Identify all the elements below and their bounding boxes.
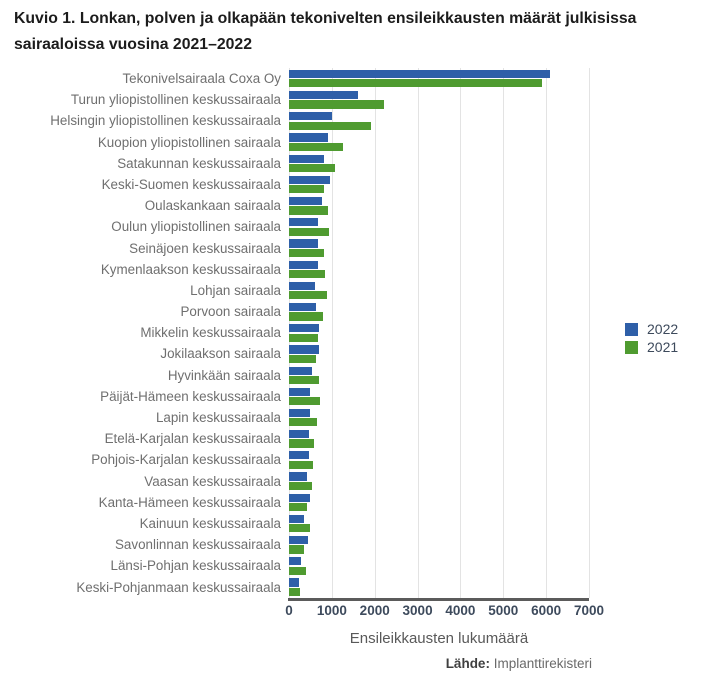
category-label: Hyvinkään sairaala [167, 367, 281, 383]
bar-2022 [289, 345, 319, 353]
bar-group [289, 280, 589, 301]
bar-row [0, 386, 719, 407]
bar-row [0, 238, 719, 259]
bar-2021 [289, 567, 306, 575]
x-tick-label: 6000 [531, 603, 562, 618]
category-label: Tekonivelsairaala Coxa Oy [122, 71, 281, 86]
category-label: Jokilaakson sairaala [160, 346, 281, 362]
category-label: Seinäjoen keskussairaala [129, 240, 281, 256]
bar-row [0, 513, 719, 534]
bar-2021 [289, 524, 310, 532]
bar-2021 [289, 185, 324, 193]
bar-row [0, 407, 719, 428]
x-axis-line [288, 598, 589, 601]
bar-2021 [289, 312, 323, 320]
legend-item-2021 [625, 338, 678, 356]
category-label: Mikkelin keskussairaala [140, 325, 281, 341]
bar-2021 [289, 545, 304, 553]
bar-row [0, 301, 719, 322]
category-label: Satakunnan keskussairaala [117, 155, 281, 171]
bar-group [289, 174, 589, 195]
chart-title: Kuvio 1. Lonkan, polven ja olkapään tekonivelten ensileikkausten määrät julkisissa sairaaloissa vuosina 2021–2022 [14, 10, 637, 53]
bar-group [289, 195, 589, 216]
bar-row [0, 428, 719, 449]
category-label: Keski-Pohjanmaan keskussairaala [76, 579, 281, 595]
legend-label-2022: 2022 [647, 321, 679, 337]
bar-2022 [289, 133, 328, 141]
bar-row [0, 577, 719, 598]
bar-2022 [289, 91, 358, 99]
bar-2021 [289, 461, 313, 469]
bar-2021 [289, 503, 307, 511]
bar-row [0, 195, 719, 216]
bar-row [0, 534, 719, 555]
category-label: Porvoon sairaala [180, 304, 281, 320]
bar-2022 [289, 112, 332, 120]
bar-row [0, 365, 719, 386]
legend-label-2021: 2021 [647, 339, 679, 355]
category-label: Oulaskankaan sairaala [144, 198, 281, 214]
bar-row [0, 174, 719, 195]
bar-2021 [289, 397, 320, 405]
bar-2021 [289, 79, 542, 87]
bar-group [289, 216, 589, 237]
legend [625, 320, 678, 356]
category-label: Kainuun keskussairaala [139, 515, 281, 531]
bar-2021 [289, 122, 371, 130]
category-label: Kuopion yliopistollinen sairaala [97, 134, 281, 150]
bar-group [289, 407, 589, 428]
category-label: Päijät-Hämeen keskussairaala [100, 388, 281, 404]
bar-2022 [289, 261, 318, 269]
bar-2021 [289, 588, 300, 596]
bar-2022 [289, 451, 309, 459]
bar-2021 [289, 482, 312, 490]
bar-2021 [289, 206, 328, 214]
category-label: Savonlinnan keskussairaala [115, 537, 281, 553]
x-tick-label: 0 [285, 603, 293, 618]
bar-group [289, 343, 589, 364]
category-label: Helsingin yliopistollinen keskussairaala [50, 113, 281, 129]
x-tick-label: 1000 [316, 603, 347, 618]
bar-2022 [289, 430, 309, 438]
legend-swatch-2021 [625, 341, 638, 354]
bar-2022 [289, 494, 310, 502]
bar-2022 [289, 282, 315, 290]
source-text: Implanttirekisteri [493, 656, 592, 671]
bar-row [0, 492, 719, 513]
legend-item-2022 [625, 320, 678, 338]
x-tick-label: 3000 [402, 603, 433, 618]
bar-row [0, 259, 719, 280]
bar-2022 [289, 324, 319, 332]
x-axis-ticks [285, 603, 605, 619]
x-tick-label: 7000 [573, 603, 605, 618]
bar-2021 [289, 376, 319, 384]
bar-group [289, 68, 589, 89]
bar-row [0, 68, 719, 89]
bar-group [289, 534, 589, 555]
bar-group [289, 153, 589, 174]
category-label: Lohjan sairaala [190, 282, 281, 298]
bar-2022 [289, 303, 316, 311]
bar-group [289, 492, 589, 513]
source-note [446, 656, 592, 671]
bar-group [289, 322, 589, 343]
bar-2021 [289, 228, 329, 236]
bar-group [289, 110, 589, 131]
category-label: Pohjois-Karjalan keskussairaala [91, 452, 281, 468]
bar-group [289, 471, 589, 492]
bar-group [289, 555, 589, 576]
bar-row [0, 110, 719, 131]
legend-swatch-2022 [625, 323, 638, 336]
bar-group [289, 259, 589, 280]
bar-2021 [289, 249, 324, 257]
bar-group [289, 449, 589, 470]
category-label: Lapin keskussairaala [155, 410, 281, 425]
bar-row [0, 343, 719, 364]
plot-rows [0, 68, 719, 598]
x-tick-label: 2000 [359, 603, 390, 618]
category-label: Etelä-Karjalan keskussairaala [104, 431, 281, 447]
bar-row [0, 471, 719, 492]
bar-2022 [289, 388, 310, 396]
bar-2022 [289, 176, 330, 184]
bar-2021 [289, 355, 316, 363]
bar-group [289, 365, 589, 386]
category-label: Vaasan keskussairaala [144, 473, 281, 489]
category-label: Kanta-Hämeen keskussairaala [98, 494, 281, 510]
bar-2022 [289, 472, 307, 480]
x-tick-label: 5000 [488, 603, 519, 618]
bar-2022 [289, 239, 318, 247]
bar-2022 [289, 70, 550, 78]
bar-2022 [289, 155, 324, 163]
bar-group [289, 301, 589, 322]
bar-2022 [289, 536, 308, 544]
x-axis-label: Ensileikkausten lukumäärä [349, 630, 529, 647]
bar-2021 [289, 270, 325, 278]
bar-2022 [289, 197, 322, 205]
bar-group [289, 577, 589, 598]
bar-group [289, 238, 589, 259]
bar-row [0, 555, 719, 576]
bar-2021 [289, 439, 314, 447]
bar-row [0, 153, 719, 174]
bar-row [0, 449, 719, 470]
bar-row [0, 132, 719, 153]
bar-group [289, 386, 589, 407]
category-label: Länsi-Pohjan keskussairaala [110, 558, 281, 574]
category-label: Oulun yliopistollinen sairaala [111, 219, 281, 235]
bar-2021 [289, 418, 317, 426]
bar-group [289, 428, 589, 449]
bar-2022 [289, 557, 301, 565]
x-tick-label: 4000 [445, 603, 476, 618]
bar-2021 [289, 143, 343, 151]
category-label: Turun yliopistollinen keskussairaala [70, 92, 281, 108]
bar-row [0, 322, 719, 343]
category-label: Kymenlaakson keskussairaala [100, 261, 281, 277]
bar-2022 [289, 578, 299, 586]
bar-row [0, 89, 719, 110]
source-label: Lähde: [445, 656, 490, 671]
bar-2022 [289, 218, 318, 226]
bar-2022 [289, 409, 310, 417]
bar-row [0, 280, 719, 301]
bar-2022 [289, 515, 304, 523]
bar-chart [0, 68, 719, 601]
bar-group [289, 513, 589, 534]
bar-2021 [289, 291, 327, 299]
bar-2021 [289, 100, 384, 108]
bar-group [289, 89, 589, 110]
bar-row [0, 216, 719, 237]
category-label: Keski-Suomen keskussairaala [101, 176, 281, 192]
bar-group [289, 132, 589, 153]
bar-2021 [289, 164, 335, 172]
bar-2021 [289, 334, 318, 342]
bar-2022 [289, 367, 312, 375]
